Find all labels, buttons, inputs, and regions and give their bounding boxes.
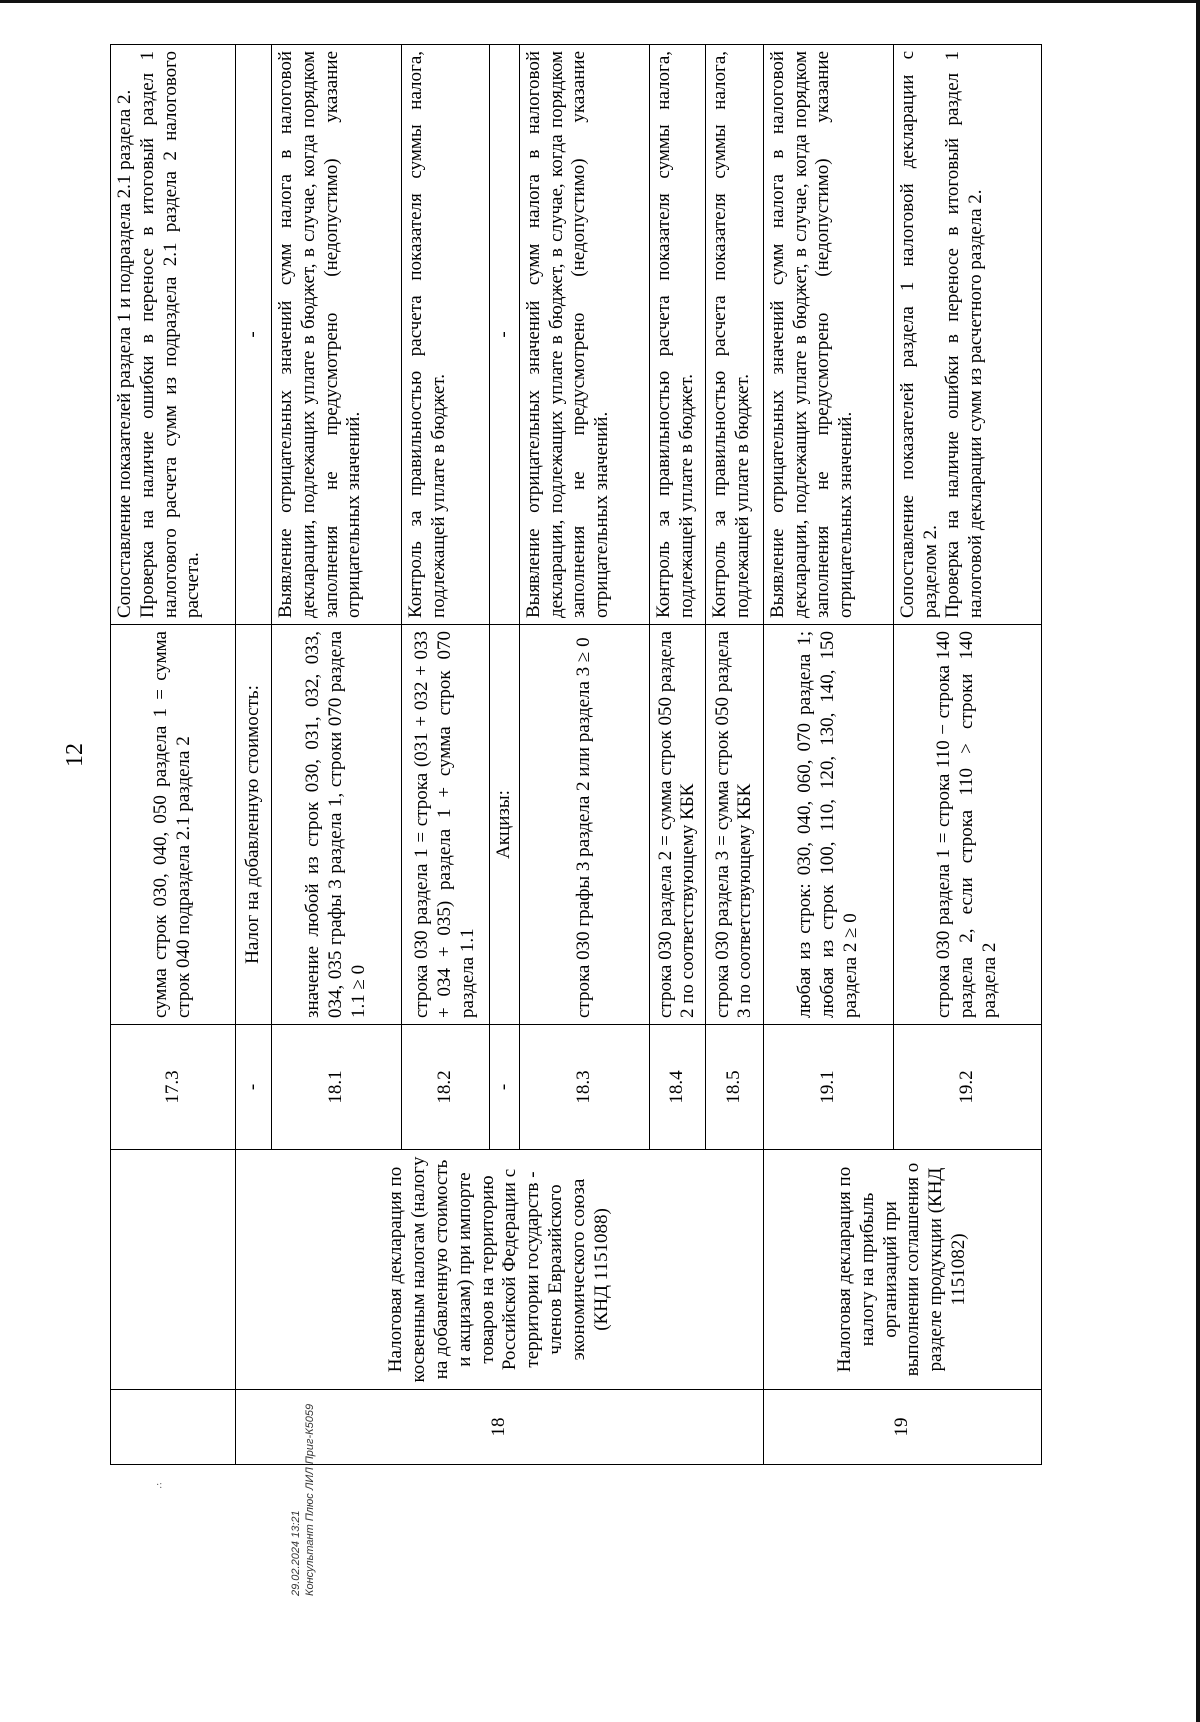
declaration-name-cell [111, 1150, 236, 1390]
ratio-description: Контроль за правильностью расчета показателя суммы налога, подлежащей уплате в бюджет. [402, 45, 490, 625]
ratio-formula: строка 030 раздела 1 = строка 110 − строка 140 раздела 2, если строка 110 > строки 140 раздела 2 [893, 625, 1041, 1025]
ratio-number: - [236, 1025, 272, 1150]
description-paragraph: Сопоставление показателей раздела 1 налоговой декларации с разделом 2. [896, 51, 941, 618]
tax-section-heading: Налог на добавленную стоимость: [236, 625, 272, 1025]
ratio-number: 19.1 [763, 1025, 893, 1150]
row-number-cell [111, 1390, 236, 1465]
ratio-formula: строка 030 раздела 3 = сумма строк 050 раздела 3 по соответствующему КБК [705, 625, 763, 1025]
ratio-number: 18.2 [402, 1025, 490, 1150]
scan-edge-right [1196, 0, 1200, 1722]
ratio-description: Выявление отрицательных значений сумм налога в налоговой декларации, подлежащих уплате в бюджет, в случае, когда порядком заполнения не предусмотрено (недопустимо) указание отрицательных значений. [272, 45, 402, 625]
ratio-formula: сумма строк 030, 040, 050 раздела 1 = сумма строк 040 подраздела 2.1 раздела 2 [111, 625, 236, 1025]
ratio-description: - [236, 45, 272, 625]
ratio-number: 18.4 [649, 1025, 705, 1150]
ratio-formula: строка 030 раздела 1 = строка (031 + 032 + 033 + 034 + 035) раздела 1 + сумма строк 070 раздела 1.1 [402, 625, 490, 1025]
ratio-description [111, 45, 236, 625]
ratio-description: Контроль за правильностью расчета показателя суммы налога, подлежащей уплате в бюджет. [649, 45, 705, 625]
table-row [236, 45, 272, 1465]
scan-edge-top [0, 0, 1200, 3]
ratio-formula: любая из строк: 030, 040, 060, 070 раздела 1; любая из строк 100, 110, 120, 130, 140, 150 раздела 2 ≥ 0 [763, 625, 893, 1025]
print-timestamp: 29.02.2024 13:21 [290, 1510, 302, 1596]
row-number-cell: 18 [236, 1390, 764, 1465]
ratio-number: 17.3 [111, 1025, 236, 1150]
ratio-formula: строка 030 графы 3 раздела 2 или раздела 3 ≥ 0 [519, 625, 649, 1025]
ratio-number: 19.2 [893, 1025, 1041, 1150]
ratio-number: 18.5 [705, 1025, 763, 1150]
table-row [763, 45, 893, 1465]
tax-section-heading: Акцизы: [490, 625, 520, 1025]
ratio-formula: строка 030 раздела 2 = сумма строк 050 раздела 2 по соответствующему КБК [649, 625, 705, 1025]
rotated-page [62, 45, 1070, 1465]
declaration-name-cell: Налоговая декларация по налогу на прибыль организаций при выполнении соглашения о разделе продукции (КНД 1151082) [763, 1150, 1041, 1390]
description-paragraph: Сопоставление показателей раздела 1 и подраздела 2.1 раздела 2. [114, 89, 135, 618]
ratio-number: 18.3 [519, 1025, 649, 1150]
print-source: Консультант Плюс ЛИЛ Приг-К5059 [303, 1403, 316, 1596]
ratio-number: - [490, 1025, 520, 1150]
print-stamp [290, 1404, 318, 1596]
declaration-name-cell: Налоговая декларация по косвенным налогам (налогу на добавленную стоимость и акцизам) при импорте товаров на территорию Российской Федерации с территории государств - членов Евразийского экономического союза (КНД 1151088) [236, 1150, 764, 1390]
description-paragraph: Проверка на наличие ошибки в переносе в итоговый раздел 1 налогового расчета сумм из подраздела 2.1 раздела 2 налогового расчета. [136, 51, 204, 618]
ratio-formula: значение любой из строк 030, 031, 032, 033, 034, 035 графы 3 раздела 1, строки 070 раздела 1.1 ≥ 0 [272, 625, 402, 1025]
control-ratios-table [110, 44, 1042, 1465]
row-number-cell: 19 [763, 1390, 1041, 1465]
page-number: 12 [62, 743, 88, 767]
ratio-description: Выявление отрицательных значений сумм налога в налоговой декларации, подлежащих уплате в бюджет, в случае, когда порядком заполнения не предусмотрено (недопустимо) указание отрицательных значений. [763, 45, 893, 625]
ratio-description: Выявление отрицательных значений сумм налога в налоговой декларации, подлежащих уплате в бюджет, в случае, когда порядком заполнения не предусмотрено (недопустимо) указание отрицательных значений. [519, 45, 649, 625]
ratio-description [893, 45, 1041, 625]
description-paragraph: Проверка на наличие ошибки в переносе в итоговый раздел 1 налоговой декларации сумм из расчетного раздела 2. [942, 51, 987, 618]
ratio-description: Контроль за правильностью расчета показателя суммы налога, подлежащей уплате в бюджет. [705, 45, 763, 625]
ratio-number: 18.1 [272, 1025, 402, 1150]
table-row [111, 45, 236, 1465]
ratio-description: - [490, 45, 520, 625]
scan-speck: ·: [156, 1480, 163, 1491]
